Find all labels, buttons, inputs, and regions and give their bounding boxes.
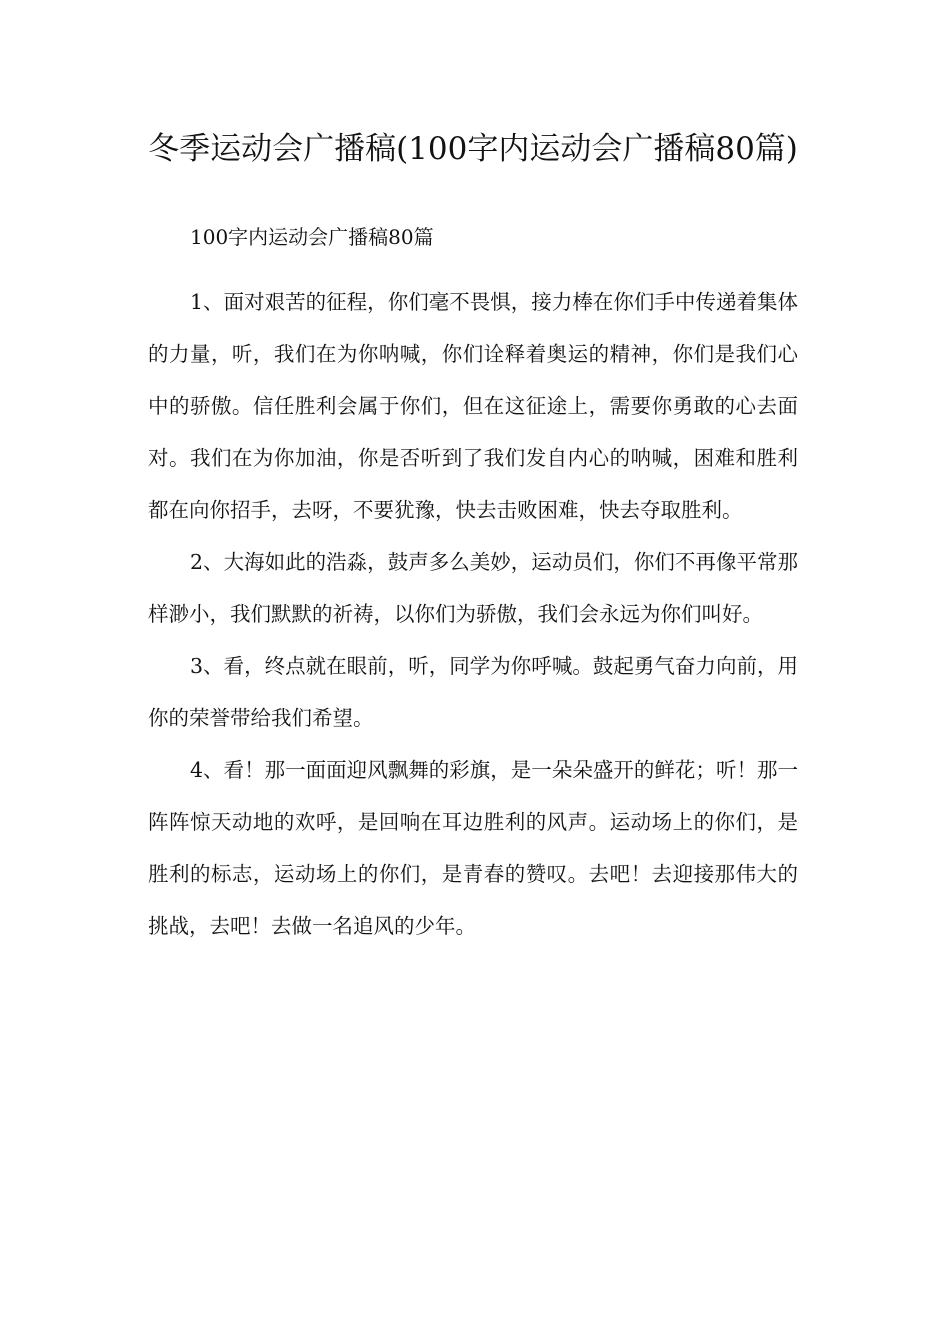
paragraph-2: 2、大海如此的浩淼，鼓声多么美妙，运动员们，你们不再像平常那样渺小，我们默默的祈祷，以你们为骄傲，我们会永远为你们叫好。: [148, 550, 798, 626]
document-title: 冬季运动会广播稿(100字内运动会广播稿80篇): [148, 131, 798, 167]
document-page: [148, 112, 798, 952]
paragraph-1: 1、面对艰苦的征程，你们毫不畏惧，接力棒在你们手中传递着集体的力量，听，我们在为你呐喊，你们诠释着奥运的精神，你们是我们心中的骄傲。信任胜利会属于你们，但在这征途上，需要你勇敢的心去面对。我们在为你加油，你是否听到了我们发自内心的呐喊，困难和胜利都在向你招手，去呀，不要犹豫，快去击败困难，快去夺取胜利。: [148, 290, 798, 522]
document-subtitle: 100字内运动会广播稿80篇: [190, 225, 434, 249]
paragraph-4: 4、看！那一面面迎风飘舞的彩旗，是一朵朵盛开的鲜花；听！那一阵阵惊天动地的欢呼，是回响在耳边胜利的风声。运动场上的你们，是胜利的标志，运动场上的你们，是青春的赞叹。去吧！去迎接那伟大的挑战，去吧！去做一名追风的少年。: [148, 758, 798, 938]
paragraph-3: 3、看，终点就在眼前，听，同学为你呼喊。鼓起勇气奋力向前，用你的荣誉带给我们希望。: [148, 654, 798, 730]
